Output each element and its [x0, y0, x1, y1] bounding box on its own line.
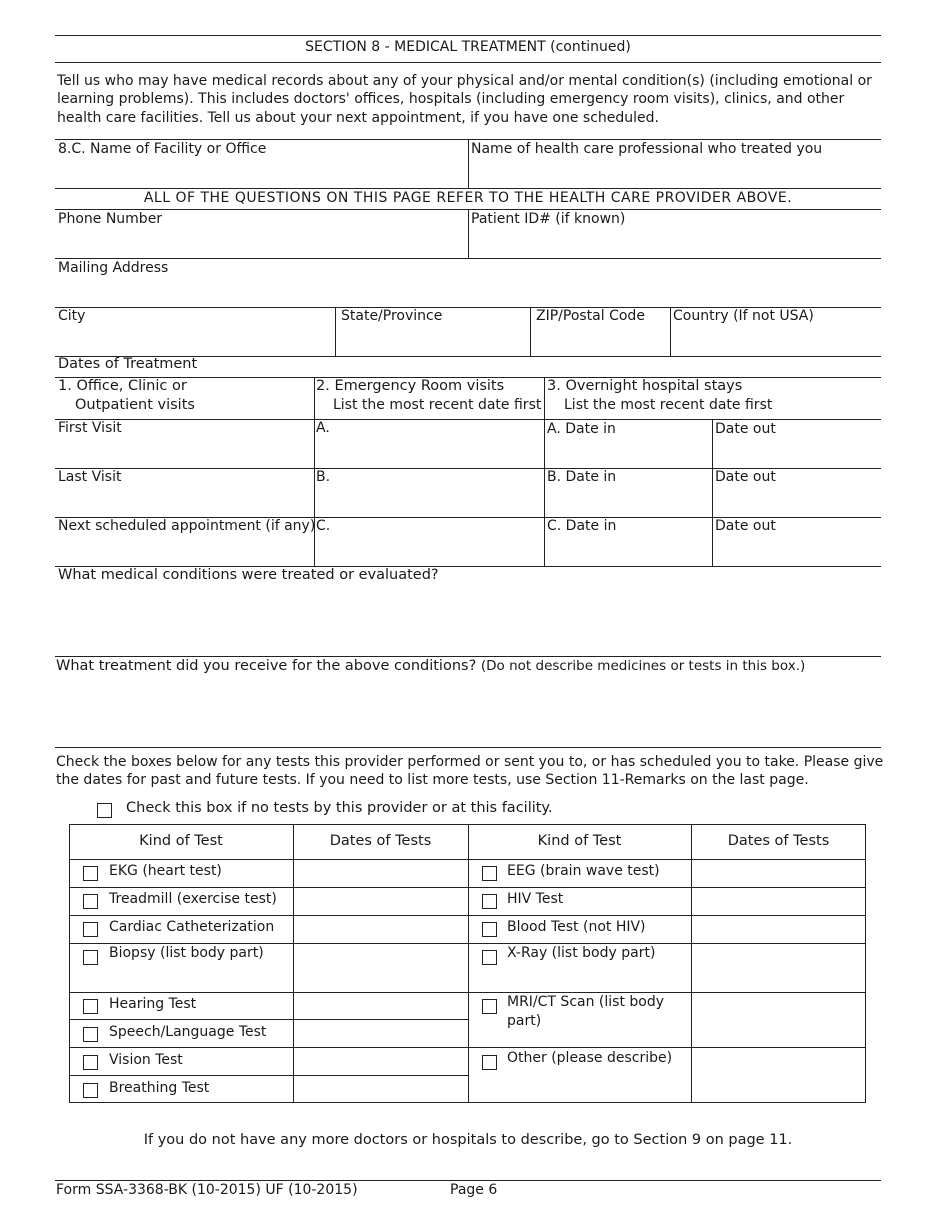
header-kind-of-test-right: Kind of Test [537, 833, 622, 849]
divider [691, 824, 692, 1103]
er-a-field[interactable] [316, 421, 542, 467]
last-visit-field[interactable] [56, 488, 312, 516]
col1-subtitle: Outpatient visits [75, 397, 195, 413]
section-header: SECTION 8 - MEDICAL TREATMENT (continued) [305, 39, 631, 55]
breathing-label: Breathing Test [109, 1080, 210, 1096]
hiv-label: HIV Test [507, 891, 564, 907]
hiv-checkbox[interactable] [482, 894, 497, 909]
divider [544, 377, 545, 566]
speech-checkbox[interactable] [83, 1027, 98, 1042]
blood-test-checkbox[interactable] [482, 922, 497, 937]
cardiac-cath-label: Cardiac Catheterization [109, 919, 275, 935]
blood-test-dates-field[interactable] [693, 917, 865, 942]
date-in-a-label: A. Date in [547, 421, 616, 437]
date-out-a-field[interactable] [714, 440, 880, 467]
rule [55, 747, 881, 748]
header-dates-right: Dates of Tests [727, 833, 830, 849]
date-out-c-field[interactable] [714, 537, 880, 565]
rule [69, 1047, 866, 1048]
last-visit-label: Last Visit [58, 469, 122, 485]
treadmill-checkbox[interactable] [83, 894, 98, 909]
treadmill-label: Treadmill (exercise test) [109, 891, 277, 907]
country-label: Country (If not USA) [673, 308, 814, 324]
mri-ct-label-cont: part) [507, 1013, 542, 1029]
vision-label: Vision Test [109, 1052, 183, 1068]
treatment-field[interactable] [56, 677, 880, 745]
eeg-label: EEG (brain wave test) [507, 863, 660, 879]
date-in-a-field[interactable] [546, 440, 710, 467]
date-out-c-label: Date out [715, 518, 776, 534]
mri-ct-dates-field[interactable] [693, 994, 865, 1046]
next-appointment-field[interactable] [56, 537, 312, 565]
er-c-field[interactable] [316, 519, 542, 565]
page-number: Page 6 [450, 1182, 498, 1198]
date-in-c-field[interactable] [546, 537, 710, 565]
rule [69, 992, 866, 993]
mri-ct-checkbox[interactable] [482, 999, 497, 1014]
patient-id-label: Patient ID# (if known) [471, 211, 626, 227]
biopsy-label: Biopsy (list body part) [109, 945, 264, 961]
hearing-dates-field[interactable] [295, 994, 467, 1018]
mri-ct-label: MRI/CT Scan (list body [507, 994, 665, 1010]
eeg-dates-field[interactable] [693, 861, 865, 886]
header-rule [55, 62, 881, 63]
next-appointment-label: Next scheduled appointment (if any) [58, 518, 316, 534]
conditions-field[interactable] [56, 586, 880, 654]
er-b-field[interactable] [316, 470, 542, 516]
divider [468, 209, 469, 258]
country-field[interactable] [672, 327, 880, 355]
er-a-label: A. [316, 420, 330, 436]
rule [69, 859, 866, 860]
date-in-b-field[interactable] [546, 488, 710, 516]
speech-dates-field[interactable] [295, 1021, 467, 1046]
col3-subtitle: List the most recent date first [564, 397, 773, 413]
dates-heading: Dates of Treatment [58, 356, 198, 372]
rule [69, 1075, 468, 1076]
tests-intro-line-1: Check the boxes below for any tests this provider performed or sent you to, or has scheduled you to take. Please give [56, 754, 884, 770]
patient-id-field[interactable] [470, 229, 880, 257]
city-label: City [58, 308, 86, 324]
breathing-dates-field[interactable] [295, 1077, 467, 1102]
conditions-label: What medical conditions were treated or evaluated? [58, 567, 439, 583]
hearing-checkbox[interactable] [83, 999, 98, 1014]
closing-instruction: If you do not have any more doctors or hospitals to describe, go to Section 9 on page 11. [143, 1132, 793, 1148]
divider [468, 824, 469, 1103]
hiv-dates-field[interactable] [693, 889, 865, 914]
col3-title: 3. Overnight hospital stays [547, 378, 743, 394]
vision-dates-field[interactable] [295, 1049, 467, 1074]
zip-label: ZIP/Postal Code [536, 308, 645, 324]
phone-label: Phone Number [58, 211, 163, 227]
treatment-label [56, 657, 805, 676]
state-field[interactable] [337, 327, 528, 355]
provider-banner: ALL OF THE QUESTIONS ON THIS PAGE REFER TO THE HEALTH CARE PROVIDER ABOVE. [143, 190, 793, 206]
divider [293, 824, 294, 1103]
intro-line-2: learning problems). This includes doctors' offices, hospitals (including emergency room visits), clinics, and other [57, 91, 845, 107]
hearing-label: Hearing Test [109, 996, 197, 1012]
first-visit-field[interactable] [56, 439, 312, 467]
ekg-label: EKG (heart test) [109, 863, 222, 879]
xray-checkbox[interactable] [482, 950, 497, 965]
xray-label: X-Ray (list body part) [507, 945, 656, 961]
form-id: Form SSA-3368-BK (10-2015) UF (10-2015) [56, 1182, 358, 1198]
divider [314, 377, 315, 566]
divider [335, 307, 336, 356]
breathing-checkbox[interactable] [83, 1083, 98, 1098]
col1-title: 1. Office, Clinic or [58, 378, 187, 394]
rule [69, 1019, 468, 1020]
col2-subtitle: List the most recent date first [333, 397, 542, 413]
other-test-label: Other (please describe) [507, 1050, 673, 1066]
divider [670, 307, 671, 356]
cardiac-cath-checkbox[interactable] [83, 922, 98, 937]
zip-field[interactable] [532, 327, 668, 355]
no-tests-checkbox[interactable] [97, 803, 112, 818]
facility-name-label: 8.C. Name of Facility or Office [58, 141, 267, 157]
other-test-dates-field[interactable] [693, 1049, 865, 1102]
rule [69, 915, 866, 916]
phone-field[interactable] [56, 229, 466, 257]
date-out-a-label: Date out [715, 421, 776, 437]
intro-line-1: Tell us who may have medical records about any of your physical and/or mental condition(s) (including emotional or [57, 73, 872, 89]
biopsy-checkbox[interactable] [83, 950, 98, 965]
first-visit-label: First Visit [58, 420, 122, 436]
treatment-question: What treatment did you receive for the above conditions? [56, 658, 477, 674]
ekg-checkbox[interactable] [83, 866, 98, 881]
divider [468, 139, 469, 188]
col2-title: 2. Emergency Room visits [316, 378, 505, 394]
header-kind-of-test-left: Kind of Test [139, 833, 223, 849]
date-in-c-label: C. Date in [547, 518, 617, 534]
no-tests-label: Check this box if no tests by this provider or at this facility. [126, 800, 553, 816]
xray-dates-field[interactable] [693, 945, 865, 991]
intro-line-3: health care facilities. Tell us about your next appointment, if you have one scheduled. [57, 110, 659, 126]
header-dates-left: Dates of Tests [329, 833, 432, 849]
state-label: State/Province [341, 308, 443, 324]
mailing-address-field[interactable] [56, 278, 880, 306]
er-b-label: B. [316, 469, 331, 485]
blood-test-label: Blood Test (not HIV) [507, 919, 646, 935]
date-in-b-label: B. Date in [547, 469, 617, 485]
professional-name-label: Name of health care professional who treated you [471, 141, 823, 157]
speech-label: Speech/Language Test [109, 1024, 267, 1040]
biopsy-dates-field[interactable] [295, 945, 467, 991]
eeg-checkbox[interactable] [482, 866, 497, 881]
city-field[interactable] [56, 327, 333, 355]
mailing-address-label: Mailing Address [58, 260, 169, 276]
top-rule [55, 35, 881, 36]
date-out-b-label: Date out [715, 469, 776, 485]
professional-name-field[interactable] [470, 158, 880, 187]
cardiac-cath-dates-field[interactable] [295, 917, 467, 942]
rule [55, 258, 881, 259]
vision-checkbox[interactable] [83, 1055, 98, 1070]
ekg-dates-field[interactable] [295, 861, 467, 886]
other-test-checkbox[interactable] [482, 1055, 497, 1070]
er-c-label: C. [316, 518, 331, 534]
divider [530, 307, 531, 356]
treatment-note: (Do not describe medicines or tests in this box.) [480, 658, 806, 674]
treadmill-dates-field[interactable] [295, 889, 467, 914]
tests-intro-line-2: the dates for past and future tests. If you need to list more tests, use Section 11-Remarks on the last page. [56, 772, 809, 788]
divider [712, 419, 713, 566]
date-out-b-field[interactable] [714, 488, 880, 516]
rule [69, 887, 866, 888]
facility-name-field[interactable] [56, 158, 466, 187]
